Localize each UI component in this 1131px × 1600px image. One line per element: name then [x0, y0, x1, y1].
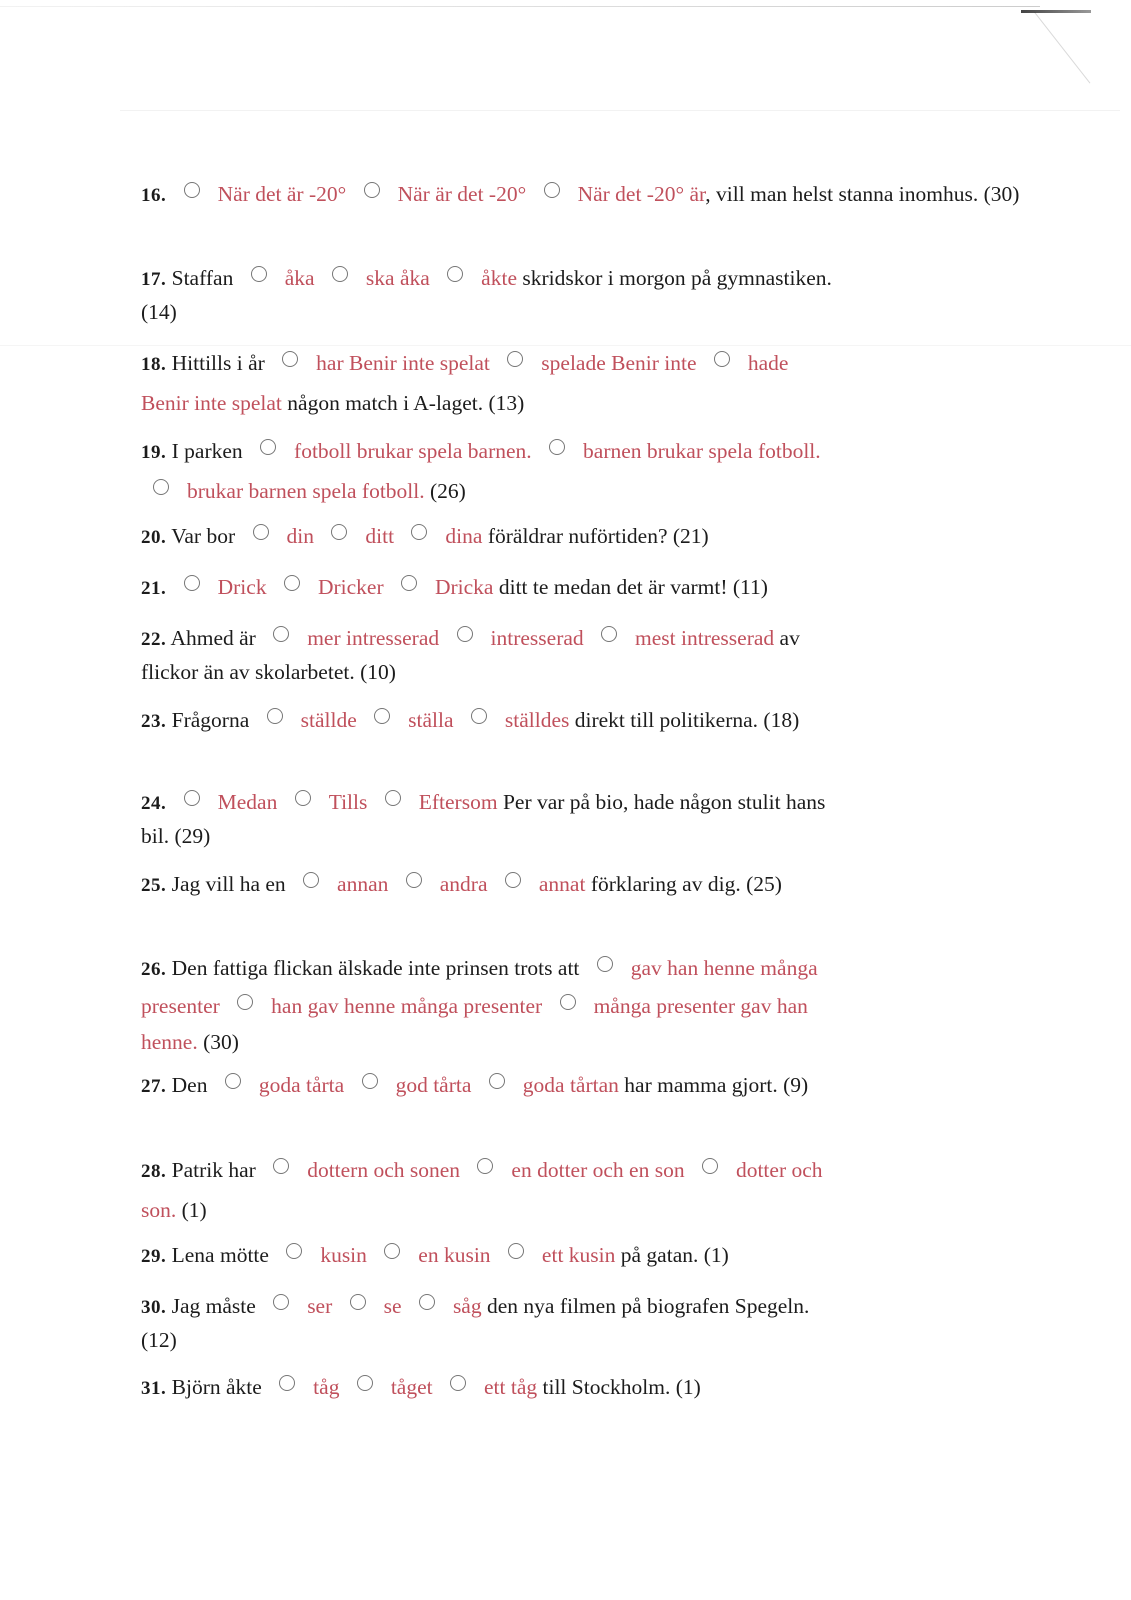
option-1-text: ställde — [300, 708, 357, 732]
question-prefix: Frågorna — [171, 708, 250, 732]
option-1-text: När det är -20° — [217, 182, 347, 206]
option-2-text: en dotter och en son — [511, 1158, 685, 1182]
radio-option-2[interactable] — [362, 1073, 378, 1089]
question-number: 16. — [141, 185, 167, 206]
question-25 — [141, 868, 841, 902]
option-3-text: Eftersom — [418, 790, 498, 814]
question-27 — [141, 1069, 841, 1103]
option-3-text: annat — [538, 872, 586, 896]
question-suffix: ditt te medan det är varmt! (11) — [498, 575, 768, 599]
option-1-text: fotboll brukar spela barnen. — [294, 439, 532, 463]
radio-option-1[interactable] — [260, 439, 276, 455]
question-30 — [141, 1290, 841, 1357]
radio-option-2[interactable] — [549, 439, 565, 455]
radio-option-1[interactable] — [303, 872, 319, 888]
option-2-text: barnen brukar spela fotboll. — [583, 439, 821, 463]
option-3-text: Dricka — [434, 575, 494, 599]
radio-option-3[interactable] — [560, 994, 576, 1010]
radio-option-2[interactable] — [350, 1294, 366, 1310]
option-3-text: goda tårtan — [522, 1073, 619, 1097]
question-prefix: I parken — [171, 439, 243, 463]
question-number: 31. — [141, 1378, 167, 1399]
radio-option-3[interactable] — [401, 575, 417, 591]
radio-option-2[interactable] — [284, 575, 300, 591]
question-number: 19. — [141, 442, 167, 463]
question-26 — [141, 950, 841, 1060]
question-21 — [141, 571, 841, 605]
question-suffix: på gatan. (1) — [620, 1243, 729, 1267]
option-3-text: många presenter gav han henne. — [141, 994, 808, 1054]
option-2-text: tåget — [390, 1375, 433, 1399]
option-1-text: kusin — [320, 1243, 367, 1267]
question-prefix: Jag måste — [171, 1294, 256, 1318]
radio-option-2[interactable] — [331, 524, 347, 540]
option-1-text: goda tårta — [258, 1073, 345, 1097]
radio-option-3[interactable] — [544, 182, 560, 198]
radio-option-3[interactable] — [489, 1073, 505, 1089]
option-3-text: ett kusin — [541, 1243, 616, 1267]
option-1-text: ser — [307, 1294, 333, 1318]
radio-option-2[interactable] — [406, 872, 422, 888]
question-24 — [141, 786, 841, 853]
question-prefix: Lena mötte — [171, 1243, 269, 1267]
radio-option-2[interactable] — [374, 708, 390, 724]
question-prefix: Hittills i år — [171, 351, 265, 375]
radio-option-1[interactable] — [184, 182, 200, 198]
option-1-text: Medan — [217, 790, 278, 814]
option-2-text: Dricker — [317, 575, 384, 599]
option-3-text: såg — [452, 1294, 482, 1318]
option-2-text: spelade Benir inte — [541, 351, 697, 375]
option-2-text: ditt — [365, 524, 395, 548]
question-number: 26. — [141, 959, 167, 980]
question-number: 29. — [141, 1246, 167, 1267]
question-29 — [141, 1239, 841, 1273]
radio-option-1[interactable] — [251, 266, 267, 282]
radio-option-3[interactable] — [505, 872, 521, 888]
question-suffix: (1) — [181, 1198, 207, 1222]
radio-option-3[interactable] — [471, 708, 487, 724]
scan-faint-line — [120, 110, 1120, 111]
radio-option-3[interactable] — [153, 479, 169, 495]
question-20 — [141, 520, 841, 554]
question-prefix: Björn åkte — [171, 1375, 262, 1399]
option-2-text: en kusin — [418, 1243, 491, 1267]
question-prefix: Var bor — [171, 524, 236, 548]
question-suffix: (26) — [430, 479, 466, 503]
question-23 — [141, 704, 841, 738]
option-2-text: När är det -20° — [397, 182, 527, 206]
option-1-text: gav han henne många presenter — [141, 956, 818, 1018]
radio-option-3[interactable] — [702, 1158, 718, 1174]
option-3-text: åkte — [481, 266, 517, 290]
option-3-text: hade Benir inte spelat — [141, 351, 789, 415]
option-3-text: ställdes — [504, 708, 570, 732]
question-number: 21. — [141, 578, 167, 599]
option-3-text: dotter och son. — [141, 1158, 823, 1222]
scan-edge-line — [0, 6, 1040, 7]
question-suffix: föräldrar nuförtiden? (21) — [487, 524, 709, 548]
radio-option-1[interactable] — [184, 790, 200, 806]
option-1-text: dottern och sonen — [307, 1158, 461, 1182]
question-22 — [141, 622, 841, 689]
radio-option-1[interactable] — [273, 1158, 289, 1174]
option-2-text: ställa — [408, 708, 454, 732]
radio-option-2[interactable] — [357, 1375, 373, 1391]
page-corner-fold — [1011, 0, 1131, 120]
question-number: 20. — [141, 527, 167, 548]
question-16 — [141, 178, 1020, 212]
question-19 — [141, 432, 841, 510]
radio-option-1[interactable] — [184, 575, 200, 591]
option-3-text: brukar barnen spela fotboll. — [187, 479, 425, 503]
radio-option-1[interactable] — [273, 1294, 289, 1310]
radio-option-2[interactable] — [295, 790, 311, 806]
question-28 — [141, 1151, 841, 1229]
question-suffix: skridskor i morgon på gymnastiken. (14) — [141, 266, 832, 324]
option-1-text: annan — [337, 872, 389, 896]
question-prefix: Patrik har — [171, 1158, 256, 1182]
radio-option-1[interactable] — [225, 1073, 241, 1089]
radio-option-2[interactable] — [507, 351, 523, 367]
question-18 — [141, 344, 841, 422]
option-1-text: åka — [284, 266, 315, 290]
question-prefix: Ahmed är — [170, 626, 256, 650]
option-3-text: dina — [445, 524, 483, 548]
radio-option-1[interactable] — [267, 708, 283, 724]
radio-option-3[interactable] — [419, 1294, 435, 1310]
option-3-text: mest intresserad — [635, 626, 775, 650]
question-prefix: Staffan — [171, 266, 234, 290]
option-2-text: se — [383, 1294, 402, 1318]
question-number: 28. — [141, 1161, 167, 1182]
radio-option-3[interactable] — [385, 790, 401, 806]
question-suffix: av flickor än av skolarbetet. (10) — [141, 626, 800, 684]
option-2-text: god tårta — [395, 1073, 472, 1097]
question-number: 22. — [141, 629, 167, 650]
question-suffix: (30) — [203, 1030, 239, 1054]
radio-option-3[interactable] — [601, 626, 617, 642]
option-3-text: När det -20° är — [577, 182, 706, 206]
radio-option-3[interactable] — [411, 524, 427, 540]
question-suffix: Per var på bio, hade någon stulit hans bil. (29) — [141, 790, 826, 848]
radio-option-2[interactable] — [364, 182, 380, 198]
question-number: 24. — [141, 793, 167, 814]
radio-option-1[interactable] — [253, 524, 269, 540]
radio-option-3[interactable] — [447, 266, 463, 282]
option-2-text: intresserad — [490, 626, 584, 650]
radio-option-3[interactable] — [714, 351, 730, 367]
radio-option-3[interactable] — [450, 1375, 466, 1391]
radio-option-1[interactable] — [273, 626, 289, 642]
question-suffix: har mamma gjort. (9) — [624, 1073, 809, 1097]
radio-option-3[interactable] — [508, 1243, 524, 1259]
option-1-text: tåg — [313, 1375, 340, 1399]
question-prefix: Den fattiga flickan älskade inte prinsen trots att — [171, 956, 580, 980]
question-suffix: någon match i A-laget. (13) — [287, 391, 525, 415]
question-prefix: Den — [171, 1073, 208, 1097]
option-3-text: ett tåg — [484, 1375, 538, 1399]
question-suffix: till Stockholm. (1) — [542, 1375, 701, 1399]
question-number: 18. — [141, 354, 167, 375]
question-17 — [141, 262, 841, 329]
radio-option-1[interactable] — [282, 351, 298, 367]
option-2-text: ska åka — [365, 266, 430, 290]
question-number: 30. — [141, 1297, 167, 1318]
option-2-text: han gav henne många presenter — [271, 994, 543, 1018]
question-suffix: direkt till politikerna. (18) — [574, 708, 800, 732]
radio-option-2[interactable] — [457, 626, 473, 642]
radio-option-2[interactable] — [477, 1158, 493, 1174]
option-1-text: din — [286, 524, 314, 548]
question-number: 25. — [141, 875, 167, 896]
question-suffix: förklaring av dig. (25) — [590, 872, 782, 896]
option-2-text: Tills — [328, 790, 368, 814]
option-1-text: Drick — [217, 575, 267, 599]
radio-option-1[interactable] — [279, 1375, 295, 1391]
question-number: 17. — [141, 269, 167, 290]
question-suffix: , vill man helst stanna inomhus. (30) — [705, 182, 1020, 206]
option-1-text: mer intresserad — [307, 626, 440, 650]
question-number: 23. — [141, 711, 167, 732]
radio-option-2[interactable] — [332, 266, 348, 282]
radio-option-2[interactable] — [384, 1243, 400, 1259]
option-1-text: har Benir inte spelat — [316, 351, 490, 375]
question-31 — [141, 1371, 841, 1405]
question-number: 27. — [141, 1076, 167, 1097]
question-prefix: Jag vill ha en — [171, 872, 286, 896]
radio-option-1[interactable] — [286, 1243, 302, 1259]
option-2-text: andra — [439, 872, 488, 896]
radio-option-2[interactable] — [237, 994, 253, 1010]
question-suffix: den nya filmen på biografen Spegeln. (12) — [141, 1294, 810, 1352]
radio-option-1[interactable] — [597, 956, 613, 972]
